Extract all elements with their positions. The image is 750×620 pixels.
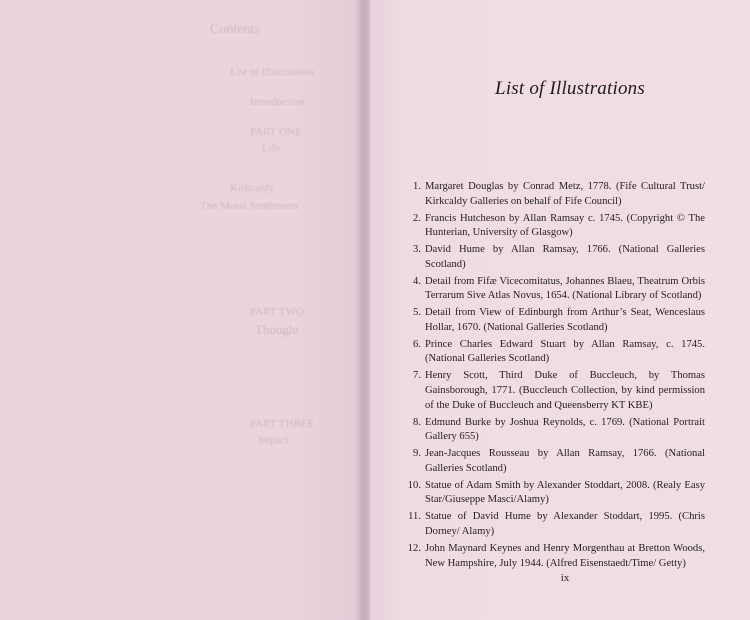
entry-number: 8.: [413, 416, 421, 428]
ghost-line: The Moral Sentiments: [200, 200, 299, 212]
illustration-entry: [381, 338, 705, 367]
illustration-entry: [381, 369, 705, 413]
ghost-line: Introduction: [250, 96, 305, 108]
illustration-entry: [381, 275, 705, 304]
entry-text: Prince Charles Edward Stuart by Allan Ramsay, c. 1745. (National Galleries Scotland): [425, 338, 705, 365]
illustration-entry: [381, 180, 705, 209]
page-number: ix: [560, 572, 570, 584]
left-page: [0, 0, 364, 620]
entry-number: 12.: [407, 542, 421, 554]
ghost-line: PART TWO: [250, 306, 304, 318]
ghost-line: Life: [262, 142, 281, 154]
entry-text: Margaret Douglas by Conrad Metz, 1778. (Fife Cultural Trust/ Kirkcaldy Galleries on behalf of Fife Council): [425, 181, 705, 207]
entry-number: 6.: [413, 338, 421, 350]
illustration-entry: [381, 542, 705, 571]
illustration-entry: [381, 479, 705, 508]
entry-text: Statue of David Hume by Alexander Stoddart, 1995. (Chris Dorney/ Alamy): [425, 511, 705, 537]
entry-text: Edmund Burke by Joshua Reynolds, c. 1769. (National Portrait Gallery 655): [425, 416, 705, 443]
illustration-entry: [381, 212, 705, 241]
entry-text: John Maynard Keynes and Henry Morgenthau at Bretton Woods, New Hampshire, July 1944. (Alfred Eisenstaedt/Time/ Getty): [425, 542, 705, 569]
entry-text: Detail from View of Edinburgh from Arthur’s Seat, Wenceslaus Hollar, 1670. (National Galleries Scotland): [425, 307, 705, 333]
entry-number: 9.: [413, 448, 421, 460]
ghost-line: PART ONE: [250, 126, 302, 138]
entry-text: David Hume by Allan Ramsay, 1766. (National Galleries Scotland): [425, 244, 705, 270]
entry-number: 11.: [408, 511, 421, 523]
entry-number: 1.: [413, 181, 421, 192]
illustration-entry: [381, 416, 705, 445]
entry-text: Detail from Fifæ Vicecomitatus, Johannes Blaeu, Theatrum Orbis Terrarum Sive Atlas Novus, 1654. (National Library of Scotland): [425, 275, 705, 302]
entry-text: Jean-Jacques Rousseau by Allan Ramsay, 1766. (National Galleries Scotland): [425, 448, 705, 474]
ghost-line: Thought: [255, 322, 300, 337]
entry-text: Henry Scott, Third Duke of Buccleuch, by Thomas Gainsborough, 1771. (Buccleuch Collection, by kind permission of the Duke of Buccleuch and Queensberry KT KBE): [425, 370, 705, 411]
entry-number: 10.: [407, 479, 421, 491]
entry-number: 2.: [413, 212, 421, 224]
illustration-entry: [381, 510, 705, 539]
entry-text: Francis Hutcheson by Allan Ramsay c. 1745. (Copyright © The Hunterian, University of Glasgow): [425, 212, 705, 239]
ghost-heading: Contents: [210, 22, 260, 37]
entry-number: 3.: [413, 244, 421, 256]
illustration-entry: [381, 306, 705, 335]
entry-number: 5.: [413, 307, 421, 319]
illustrations-list: [381, 180, 705, 574]
ghost-line: List of Illustrations: [230, 66, 315, 78]
ghost-line: Kirkcaldy: [230, 182, 274, 194]
entry-number: 4.: [413, 275, 421, 287]
ghost-line: Impact: [258, 434, 289, 446]
entry-number: 7.: [413, 370, 421, 382]
illustration-entry: [381, 243, 705, 272]
page-title: List of Illustrations: [495, 78, 645, 99]
illustration-entry: [381, 447, 705, 476]
show-through-text: [0, 0, 364, 620]
ghost-line: PART THREE: [250, 418, 315, 430]
entry-text: Statue of Adam Smith by Alexander Stoddart, 2008. (Realy Easy Star/Giuseppe Masci/Alamy): [425, 479, 705, 506]
